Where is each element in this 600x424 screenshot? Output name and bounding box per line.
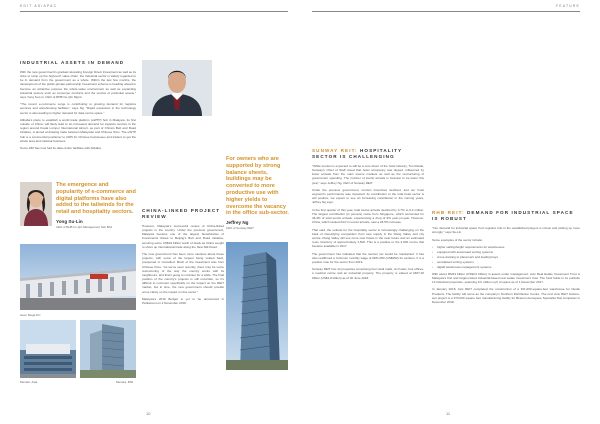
rhb-paragraph: With about RM13 billion (US$3.0 billion) in assets under management, Axis Real Estate Investment Trust is Malaysia's first and largest listed industrial-based real estate investment trust. The fund holds in its portfolio 13 industrial properties, spanning 9.6 million sq ft of space as of 1 December 2017. <box>432 271 580 285</box>
list-item: • digital warehouse management systems <box>432 265 580 269</box>
mentari-photo <box>20 320 76 378</box>
portrait-jeffrey <box>142 60 212 116</box>
china-body <box>142 224 224 305</box>
rhb-paragraph: "Our demand for industrial space from logistics hub in the established players is robust and picking up more strongly," says Su-Lin. <box>432 226 580 235</box>
header-rule-left <box>20 11 288 12</box>
hospitality-heading <box>312 148 424 160</box>
list-item: • centralised sorting systems <box>432 260 580 264</box>
hospitality-heading-text: HOSPITALITY SECTOR IS CHALLENGING <box>312 148 403 159</box>
china-paragraph: Malaysia's 2019 Budget is yet to be announced in Parliament on 2 November 2018. <box>142 296 224 306</box>
hospitality-paragraph: Sunway REIT has 14 properties comprising four retail malls, six hotels, four offices, a medical centre and an industrial property. The property is valued at RM7.26 billion (US$1.8 billion) as of 30 June 2018. <box>312 267 424 280</box>
quote-title: CEO of RHB Cu-Qin Management Sdn Bhd <box>56 224 112 229</box>
quote-name: Jeffrey Ng <box>226 220 249 226</box>
page-number-right: 11 <box>446 411 451 416</box>
demand-body <box>20 70 136 150</box>
list-item: • equipped with automated sorting systems <box>432 250 580 254</box>
menara-photo <box>80 320 136 378</box>
hospitality-section <box>312 148 424 283</box>
demand-section <box>20 60 136 153</box>
header-left: EDIT ASIAPAC <box>20 4 58 8</box>
pullquote-yong <box>56 182 136 229</box>
china-section <box>142 208 224 308</box>
rhb-heading-highlight: RHB REIT: <box>432 210 465 215</box>
pullquote-text: The emergence and popularity of e-commerce and digital platforms have also added to the tailwinds for the retail and hospitality sectors. <box>56 182 136 216</box>
china-paragraph: The new government has been more cautious about these projects, with some of the largest being scaled back, postponed or cancelled. Much of the investment was from Chinese firms. "As we've seen recently, there may be some restructuring of the way the country works with its neighbours, and that's going to continue for a while. The final position of the country's projects is still uncertain, so it's difficult to comment specifically on the impact on the REIT market, but in time, the new government should provide some clarity on the impact on this sector." <box>142 252 224 294</box>
aeon-mega-dc-photo <box>20 244 136 310</box>
demand-paragraph: Alibaba's plans to establish a world trade platform (eWTP) hub in Malaysia, its first outside of China, will likely lead to an increased demand for logistics centres in the region around Kuala Lumpur International Airport, as part of China's Belt and Road initiative, is aimed at drawing trade between Malaysian and Chinese firms. The eWTP hub is a commercial positioner to 2025 for Chinese businesses and traders to get the whole area and national business. <box>20 117 136 143</box>
rhb-bullet-list <box>432 245 580 269</box>
hospitality-paragraph: "While tourism is expected to still be a core driver of the hotel industry, Tun Razak, Sunway's Chief of Staff noted that hotel occupancy rate dipped, influenced by lower arrivals from the main source markets as well as the restructuring of government spending. The number of tourist arrivals is forecast to be lower this year," says Jeffrey Ng, CEO of Sunway REIT. <box>312 164 424 185</box>
rhb-paragraph: Some examples of the sector include: <box>432 237 483 242</box>
header-rule-right <box>312 11 580 12</box>
demand-paragraph: "The recent e-commerce surge is contributing to growing demand for logistics services and warehousing facilities," says Ng. "Rapid expansion in the technology sector is also leading to higher demand for data centre space." <box>20 102 136 115</box>
demand-paragraph: With the new government's gradual relocating Foreign Direct Investment as well as its drive to ramp up the high-tech value chain, the industrial sector is widely regarded to be in demand from the government as a whole. Within the last few months, the development of the public-private-partnership investment scheme is heading ahead to become an attractive purpose the whole-value environment as well as expanding industrial sectors such as consumer products and the service of particular assets," says Yong Su-Lin, CEO of RHB Cu-Qin Mgmt. <box>20 70 136 99</box>
pullquote-jeffrey <box>226 156 290 230</box>
hospitality-paragraph: Under the previous government, tourism incentives declined, and our hotel segment's performance was impacted. Its contribution to the total hotel sector is still positive, we expect to see an increasing contribution in the coming years, Jeffrey Ng says. <box>312 187 424 205</box>
rhb-body <box>432 226 580 242</box>
hospitality-paragraph: In the first quarter of this year, total tourist arrivals declined by 3.7% to 6.4 million. The largest contribution (in percent) came from Singapore, which accounted for 46.4% of total tourist arrivals, experiencing a drop of 9% year-on-year. However, China, which ranked third in tourist arrivals, saw a 28.5% increase. <box>312 207 424 225</box>
hospitality-heading-highlight: SUNWAY REIT: <box>312 148 358 153</box>
china-heading: CHINA-LINKED PROJECT REVIEW <box>142 208 221 219</box>
hospitality-paragraph: The government has indicated that the tourism tax would be maintained. It has also reaffirmed a minimum monthly wage of RM1,050 (US$252) for workers. It is a positive note for the sector from 2019. <box>312 251 424 264</box>
page-number-left: 10 <box>146 411 151 416</box>
portrait-yong <box>20 182 52 226</box>
quote-name: Yong Su-Lin <box>56 218 83 224</box>
hospitality-body <box>312 164 424 280</box>
rhb-section <box>432 210 580 307</box>
demand-paragraph: Some 480 has now had its data centre facilities with Alibaba. <box>20 146 102 151</box>
rhb-heading <box>432 210 580 222</box>
demand-heading: INDUSTRIAL ASSETS IN DEMAND <box>20 60 125 65</box>
list-item: • cross-docking to placement and loading bays <box>432 255 580 259</box>
rhb-heading-text: DEMAND FOR INDUSTRIAL SPACE IS ROBUST <box>432 210 574 221</box>
caption-menara: Menara, Bhd <box>116 380 134 384</box>
header-right: FEATURE <box>556 4 580 8</box>
caption-mentari: Mentari, Asia <box>20 380 38 384</box>
list-item: • higher selling/height requirements for warehouses <box>432 245 580 249</box>
rhb-paragraph: In January 2018, Axis REIT completed the construction of a 331,000-square-feet warehouse for Nestle Products. The facility will serve as the company's Northern Distribution Centre. The next Axis REIT build-to-suit project is a 370,000 square feet manufacturing facility for Beacon Aerospace Specialist that completes in December 2018. <box>432 287 580 304</box>
china-paragraph: However, Malaysia's successful review of China-linked projects in the country. Under the previous government, Malaysia became one of the largest beneficiaries of investments linked to Beijing's Belt and Road initiative, securing some US$34 billion worth of deals as China sought to shore up international trade along the New Silk Road. <box>142 224 224 249</box>
rhb-body-2 <box>432 272 580 304</box>
caption-aeon: Aeon Mega DC <box>20 313 41 317</box>
tower-photo <box>226 242 288 370</box>
quote-title: CEO of Sunway REIT <box>226 226 254 231</box>
hospitality-paragraph: That said, the outlook for the hospitality sector is increasingly challenging on the back of intensifying competition from new supply in the Klang Valley and city centre. Klang Valley will see more new hotels in the near future and an estimated room inventory of approximately 1,500. This is a positive to the 3,900 rooms that became available in 2017. <box>312 227 424 249</box>
pullquote-text: For owners who are supported by strong balance sheets, buildings may be converted to more productive use with higher yields to overcome the vacancy in the office sub-sector. <box>226 156 289 217</box>
